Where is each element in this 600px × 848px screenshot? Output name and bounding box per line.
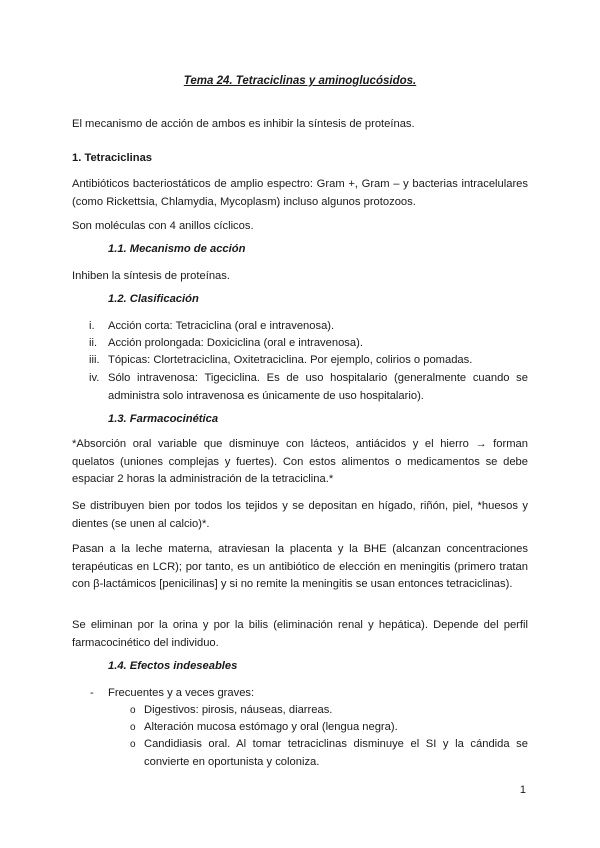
- pharmacokinetics-paragraph-2: Se distribuyen bien por todos los tejidos y se depositan en hígado, riñón, piel, *huesos y dientes (se unen al calcio)*.: [72, 500, 528, 530]
- dash-item-text: Frecuentes y a veces graves:: [108, 687, 255, 699]
- bullet-marker: o: [130, 722, 136, 733]
- subsection-1-1-heading: 1.1. Mecanismo de acción: [108, 243, 246, 255]
- bullet-text: Alteración mucosa estómago y oral (lengua negra).: [144, 721, 398, 733]
- pharmacokinetics-paragraph-1: *Absorción oral variable que disminuye con lácteos, antiácidos y el hierro → forman quelatos (uniones complejas y fuertes). Con estos alimentos o medicamentos se debe espaciar 2 horas la administración de la tetraciclina.*: [72, 438, 528, 485]
- intro-paragraph: El mecanismo de acción de ambos es inhibir la síntesis de proteínas.: [72, 118, 415, 130]
- list-marker: ii.: [89, 337, 98, 349]
- list-marker: iv.: [89, 372, 100, 384]
- subsection-1-1-paragraph: Inhiben la síntesis de proteínas.: [72, 270, 230, 282]
- pharmacokinetics-paragraph-3: Pasan a la leche materna, atraviesan la placenta y la BHE (alcanzan concentraciones terapéuticas en LCR); por tanto, es un antibiótico de elección en meningitis (primero tratan con β-lactámicos [penicilinas] y si no remite la meningitis se usan entonces tetraciclinas).: [72, 543, 528, 590]
- subsection-1-2-heading: 1.2. Clasificación: [108, 293, 199, 305]
- bullet-text: Candidiasis oral. Al tomar tetraciclinas disminuye el SI y la cándida se convierte en oportunista y coloniza.: [144, 738, 528, 768]
- subsection-1-3-heading: 1.3. Farmacocinética: [108, 413, 219, 425]
- list-marker: i.: [89, 320, 95, 332]
- dash-marker: -: [90, 687, 94, 699]
- list-item-text: Sólo intravenosa: Tigeciclina. Es de uso hospitalario (generalmente cuando se administra solo intravenosa es únicamente de uso hospitalario).: [108, 372, 528, 402]
- subsection-1-4-heading: 1.4. Efectos indeseables: [108, 660, 238, 672]
- pharmacokinetics-paragraph-4: Se eliminan por la orina y por la bilis (eliminación renal y hepática). Depende del perfil farmacocinético del individuo.: [72, 619, 528, 649]
- section-1-paragraph-1: Antibióticos bacteriostáticos de amplio espectro: Gram +, Gram – y bacterias intracelulares (como Rickettsia, Chlamydia, Mycoplasm) incluso algunos protozoos.: [72, 178, 528, 208]
- list-item-text: Acción prolongada: Doxiciclina (oral e intravenosa).: [108, 337, 363, 349]
- bullet-marker: o: [130, 705, 136, 716]
- document-title: Tema 24. Tetraciclinas y aminoglucósidos.: [183, 75, 417, 87]
- section-1-paragraph-2: Son moléculas con 4 anillos cíclicos.: [72, 220, 254, 232]
- bullet-text: Digestivos: pirosis, náuseas, diarreas.: [144, 704, 333, 716]
- list-item-text: Acción corta: Tetraciclina (oral e intravenosa).: [108, 320, 335, 332]
- section-1-heading: 1. Tetraciclinas: [72, 152, 153, 164]
- list-marker: iii.: [89, 354, 100, 366]
- list-item-text: Tópicas: Clortetraciclina, Oxitetraciclina. Por ejemplo, colirios o pomadas.: [108, 354, 473, 366]
- bullet-marker: o: [130, 739, 136, 750]
- page-number: 1: [519, 784, 526, 796]
